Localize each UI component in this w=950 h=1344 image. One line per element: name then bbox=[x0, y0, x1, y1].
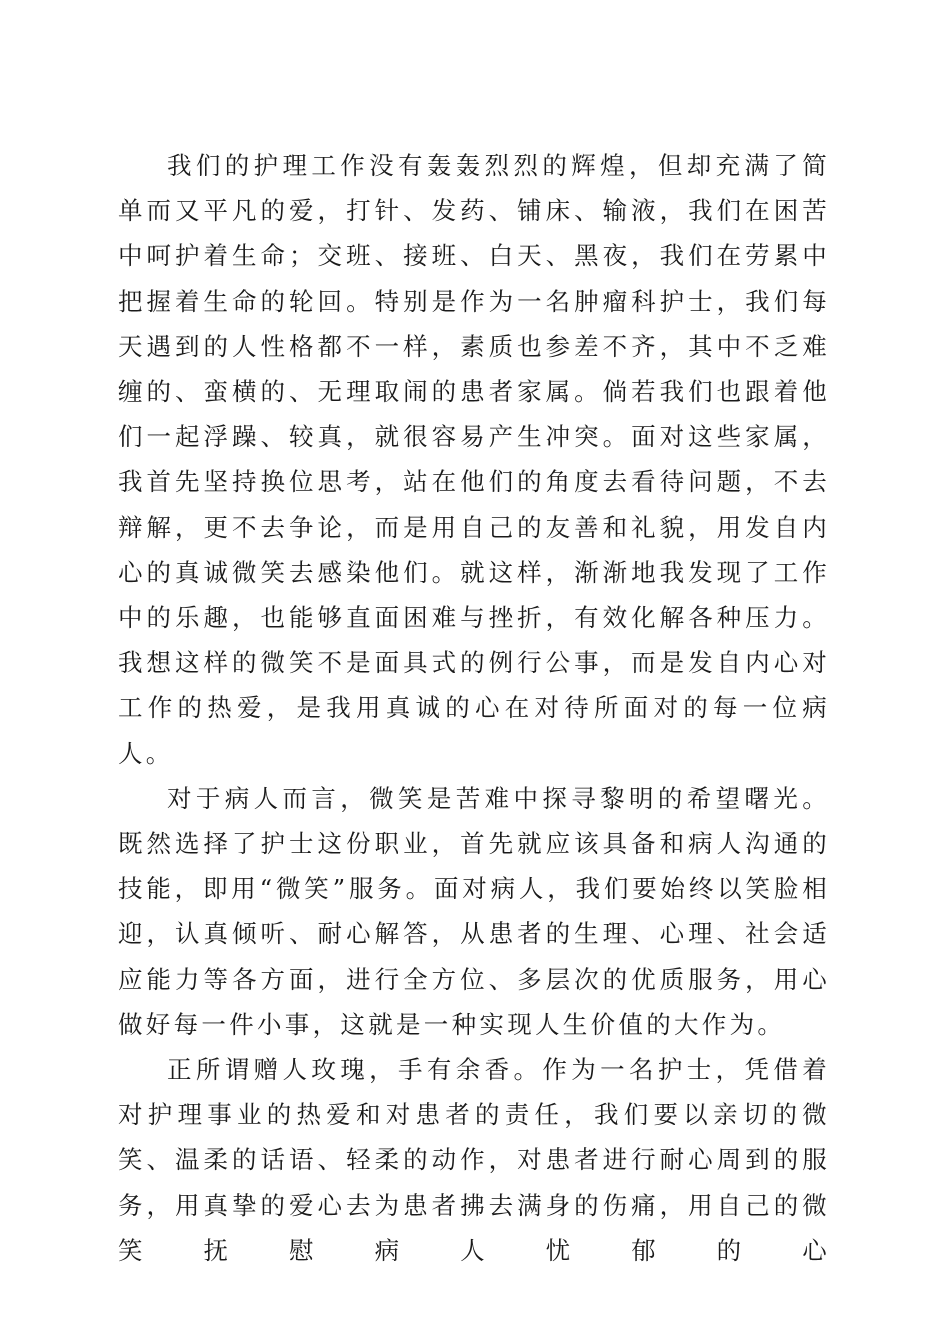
paragraph-2: 对于病人而言，微笑是苦难中探寻黎明的希望曙光。既然选择了护士这份职业，首先就应该具备和病人沟通的技能，即用“微笑”服务。面对病人，我们要始终以笑脸相迎，认真倾听、耐心解答，从患者的生理、心理、社会适应能力等各方面，进行全方位、多层次的优质服务，用心做好每一件小事，这就是一种实现人生价值的大作为。 bbox=[118, 783, 830, 1039]
paragraph-3: 正所谓赠人玫瑰，手有余香。作为一名护士，凭借着对护理事业的热爱和对患者的责任，我们要以亲切的微笑、温柔的话语、轻柔的动作，对患者进行耐心周到的服务，用真挚的爱心去为患者拂去满身的伤痛，用自己的微笑抚慰病人忧郁的心 bbox=[118, 1055, 830, 1265]
paragraph-1: 我们的护理工作没有轰轰烈烈的辉煌，但却充满了简单而又平凡的爱，打针、发药、铺床、输液，我们在困苦中呵护着生命；交班、接班、白天、黑夜，我们在劳累中把握着生命的轮回。特别是作为一名肿瘤科护士，我们每天遇到的人性格都不一样，素质也参差不齐，其中不乏难缠的、蛮横的、无理取闹的患者家属。倘若我们也跟着他们一起浮躁、较真，就很容易产生冲突。面对这些家属，我首先坚持换位思考，站在他们的角度去看待问题，不去辩解，更不去争论，而是用自己的友善和礼貌，用发自内心的真诚微笑去感染他们。就这样，渐渐地我发现了工作中的乐趣，也能够直面困难与挫折，有效化解各种压力。我想这样的微笑不是面具式的例行公事，而是发自内心对工作的热爱，是我用真诚的心在对待所面对的每一位病人。 bbox=[118, 151, 830, 768]
body-text bbox=[118, 143, 830, 1273]
